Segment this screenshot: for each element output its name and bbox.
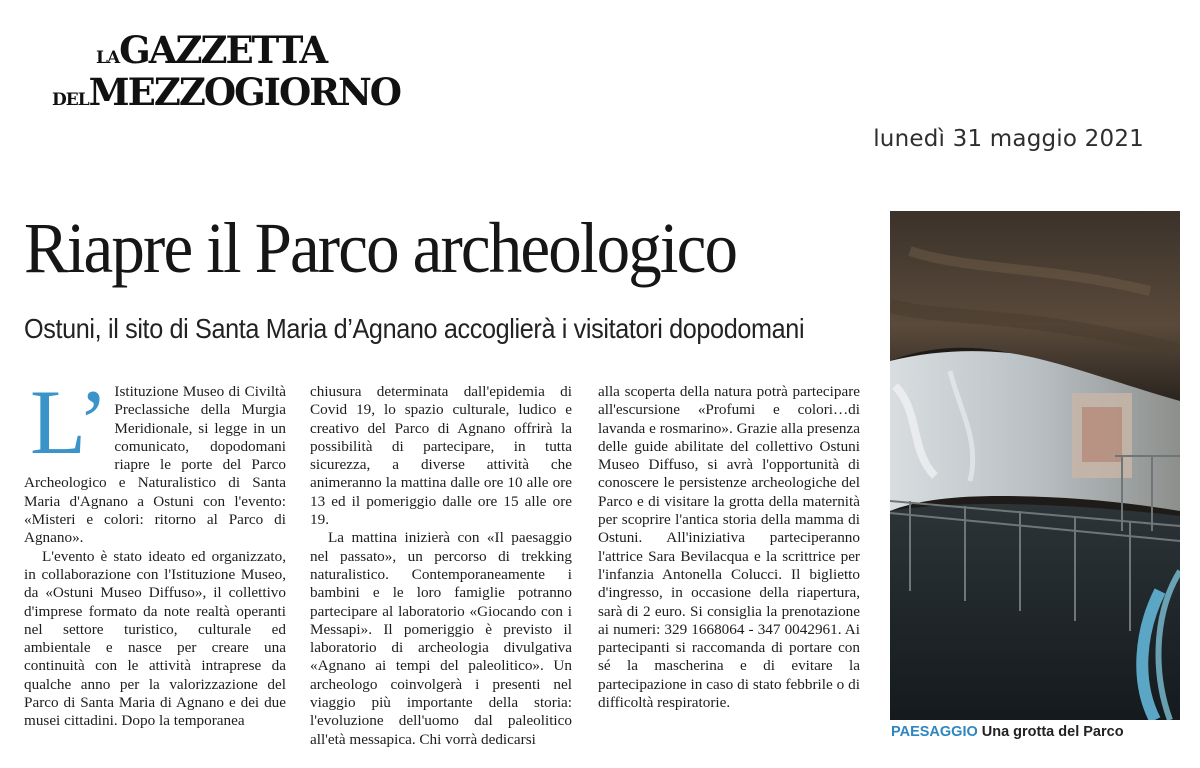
drop-cap: L’ — [30, 371, 109, 473]
photo-caption — [891, 724, 1124, 740]
issue-date: lunedì 31 maggio 2021 — [873, 126, 1144, 152]
paragraph: alla scoperta della natura potrà partecipare all'escursione «Profumi e colori…di lavanda e rosmarino». Grazie alla presenza delle guide abilitate del collettivo Ostuni Museo Diffuso, si avrà l'opportunità di conoscere le persistenze archeologiche del Parco e di visitare la grotta della maternità per scoprire l'antica storia della mamma di Ostuni. All'iniziativa parteciperanno l'attrice Sara Bevilacqua e la scrittrice per l'infanzia Antonella Colucci. Il biglietto d'ingresso, in occasione della riapertura, sarà di 2 euro. Si consiglia la prenotazione ai numeri: 329 1668064 - 347 0042961. Ai partecipanti si raccomanda di portare con sé la mascherina e di evitare la partecipazione in caso di stato febbrile o di difficoltà respiratorie. — [598, 383, 860, 712]
paragraph: La mattina inizierà con «Il paesaggio nel passato», un percorso di trekking naturalistico. Contemporaneamente i bambini e le loro famiglie potranno partecipare al laboratorio «Giocando con i Messapi». Il pomeriggio è previsto il laboratorio di archeologia divulgativa «Agnano ai tempi del paleolitico». Un archeologo coinvolgerà i presenti nel viaggio più importante della storia: l'evoluzione dell'uomo dal paleolitico all'età messapica. Chi vorrà dedicarsi — [310, 529, 572, 748]
logo-word-gazzetta: GAZZETTA — [119, 28, 327, 72]
caption-tag: PAESAGGIO — [891, 724, 978, 740]
headline: Riapre il Parco archeologico — [24, 208, 737, 288]
article-column-1 — [24, 371, 286, 731]
paragraph: chiusura determinata dall'epidemia di Covid 19, lo spazio culturale, ludico e creativo del Parco di Agnano offrirà la possibilità di partecipare, in tutta sicurezza, a diverse attività che animeranno la mattina dalle ore 10 alle ore 13 ed il pomeriggio dalle ore 15 alle ore 19. — [310, 383, 572, 529]
paragraph: Istituzione Museo di Civiltà Preclassiche della Murgia Meridionale, si legge in un comunicato, dopodomani riapre le porte del Parco Archeologico e Naturalistico di Santa Maria d'Agnano a Ostuni con l'evento: «Misteri e colori: ritorno al Parco di Agnano». — [24, 383, 286, 547]
newspaper-logo — [52, 28, 400, 118]
logo-word-mezzogiorno: MEZZOGIORNO — [88, 70, 400, 114]
article-column-2 — [310, 383, 572, 749]
cave-photo — [890, 211, 1180, 720]
logo-prefix-del: DEL — [52, 90, 89, 110]
paragraph: L'evento è stato ideato ed organizzato, in collaborazione con l'Istituzione Museo, da «Ostuni Museo Diffuso», il collettivo d'imprese formato da note realtà operanti nel settore turistico, culturale ed ambientale e nasce per creare una continuità con le attività intraprese da qualche anno per la valorizzazione del Parco di Santa Maria di Agnano e dei due musei cittadini. Dopo la temporanea — [24, 547, 286, 730]
logo-prefix-la: LA — [96, 48, 120, 68]
subheadline: Ostuni, il sito di Santa Maria d’Agnano accoglierà i visitatori dopodomani — [24, 313, 805, 344]
caption-text: Una grotta del Parco — [981, 724, 1124, 740]
article-column-3 — [598, 383, 860, 712]
